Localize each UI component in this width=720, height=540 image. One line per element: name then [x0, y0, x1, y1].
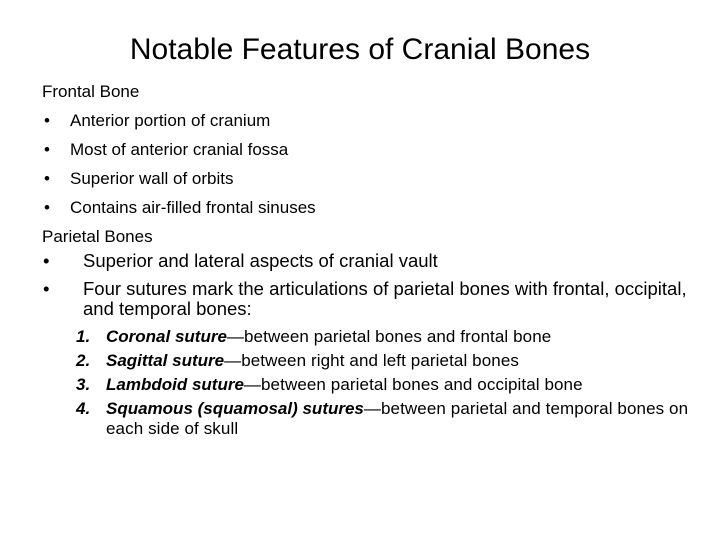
frontal-bullet-1 — [42, 106, 692, 135]
suture-term: Lambdoid suture — [106, 375, 244, 394]
parietal-bullet-text: Four sutures mark the articulations of parietal bones with frontal, occipital, and temporal bones: — [83, 278, 687, 319]
frontal-bullet-text: Most of anterior cranial fossa — [70, 140, 289, 159]
frontal-bullet-2 — [42, 135, 692, 164]
parietal-bullet-text: Superior and lateral aspects of cranial vault — [83, 250, 438, 271]
frontal-bullet-text: Superior wall of orbits — [70, 169, 234, 188]
bullet-dot: • — [43, 278, 50, 299]
suture-item-sagittal — [76, 351, 692, 371]
frontal-bone-heading: Frontal Bone — [42, 82, 140, 101]
suture-item-squamous — [76, 399, 692, 439]
slide-content — [42, 77, 692, 443]
bullet-dot: • — [44, 169, 50, 188]
suture-item-lambdoid — [76, 375, 692, 395]
parietal-bones-heading: Parietal Bones — [42, 227, 153, 246]
list-number: 4. — [76, 399, 91, 418]
bullet-dot: • — [43, 250, 50, 271]
suture-description: —between right and left parietal bones — [224, 351, 519, 370]
suture-description: —between parietal bones and occipital bone — [243, 375, 583, 394]
list-number: 1. — [76, 327, 91, 346]
frontal-bullet-text: Contains air-filled frontal sinuses — [70, 198, 316, 217]
frontal-bullet-text: Anterior portion of cranium — [70, 111, 271, 130]
list-number: 3. — [76, 375, 91, 394]
frontal-bullet-4 — [42, 193, 692, 222]
suture-term: Sagittal suture — [106, 351, 225, 370]
suture-item-coronal — [76, 327, 692, 347]
frontal-bullet-3 — [42, 164, 692, 193]
suture-term: Coronal suture — [106, 327, 227, 346]
suture-description: —between parietal and temporal bones on each side of skull — [106, 399, 689, 438]
list-number: 2. — [76, 351, 91, 370]
parietal-bullet-1 — [42, 251, 692, 271]
bullet-dot: • — [44, 111, 50, 130]
suture-term: Squamous (squamosal) sutures — [106, 399, 364, 418]
bullet-dot: • — [44, 140, 50, 159]
suture-list — [42, 327, 692, 439]
parietal-bullet-2 — [42, 279, 692, 319]
bullet-dot: • — [44, 198, 50, 217]
suture-description: —between parietal bones and frontal bone — [226, 327, 552, 346]
slide-title: Notable Features of Cranial Bones — [129, 33, 591, 66]
